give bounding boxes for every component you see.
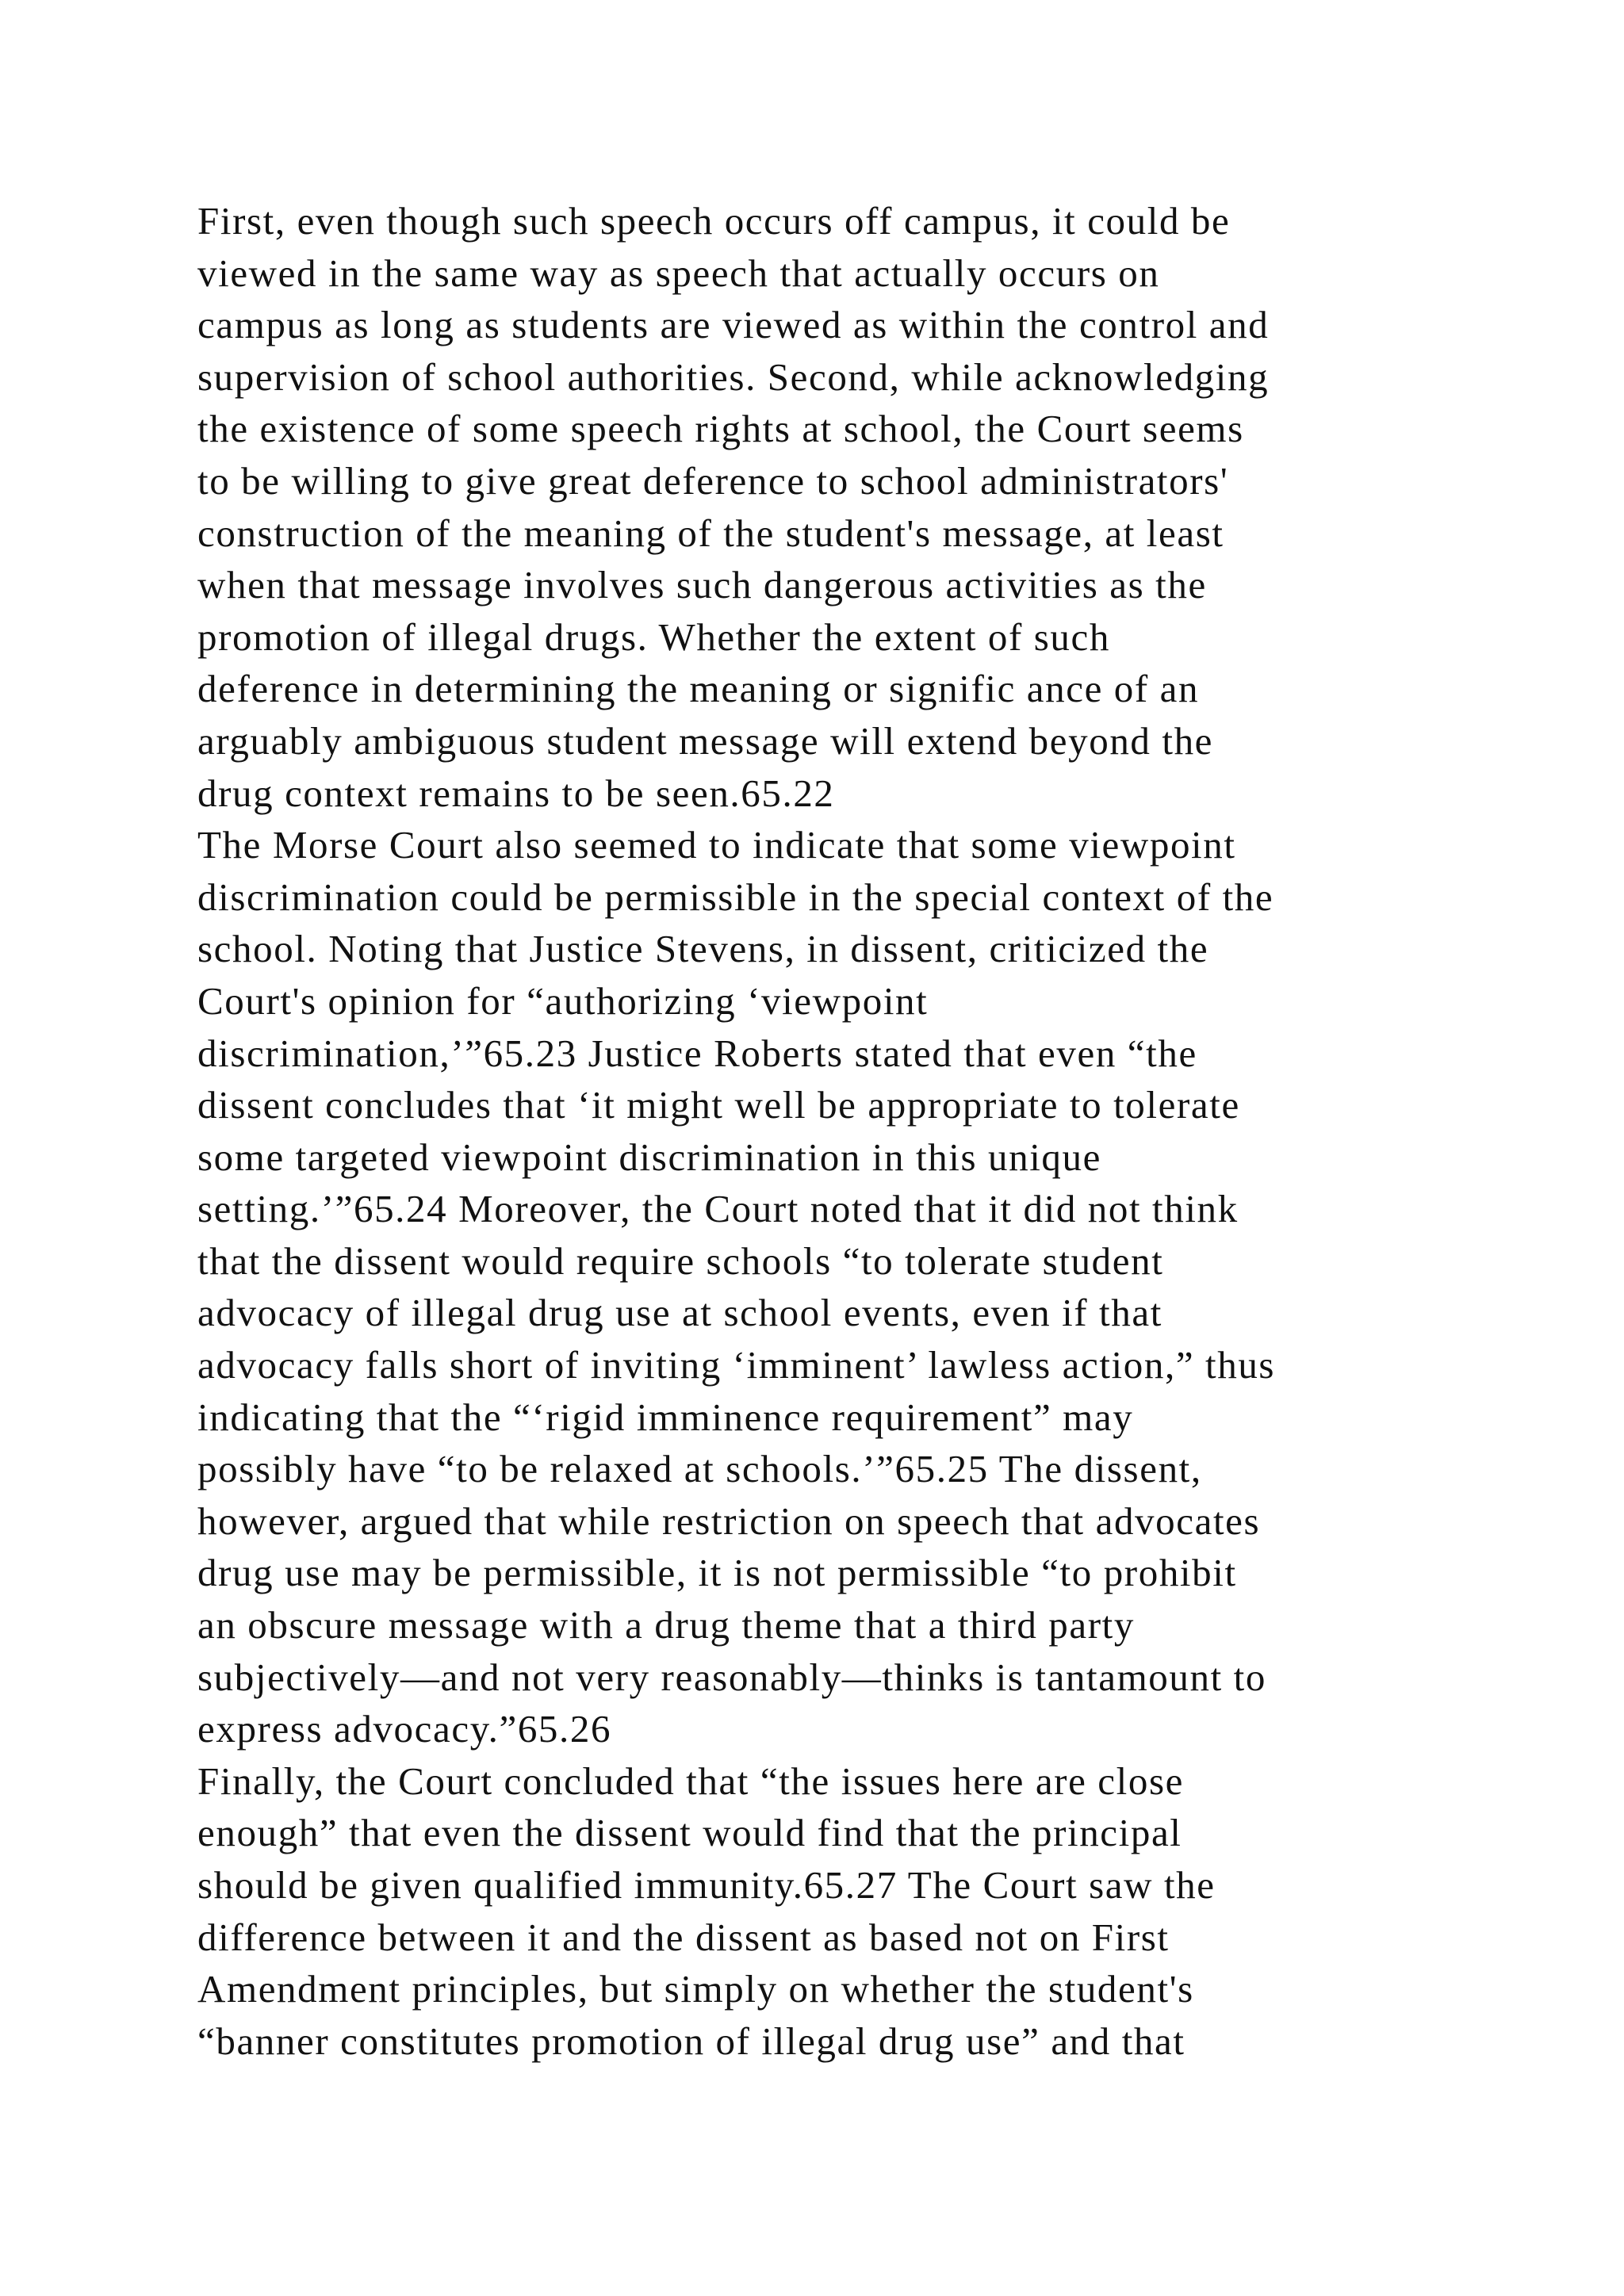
text-line: deference in determining the meaning or signific ance of an — [197, 667, 1200, 711]
text-line: discrimination,’”65.23 Justice Roberts stated that even “the — [197, 1031, 1197, 1075]
text-line: an obscure message with a drug theme that a third party — [197, 1603, 1135, 1647]
text-line: advocacy falls short of inviting ‘imminent’ lawless action,” thus — [197, 1343, 1276, 1387]
text-line: Finally, the Court concluded that “the issues here are close — [197, 1758, 1184, 1803]
text-line: arguably ambiguous student message will extend beyond the — [197, 718, 1214, 763]
text-line: enough” that even the dissent would find that the principal — [197, 1811, 1182, 1855]
text-line: First, even though such speech occurs off campus, it could be — [197, 199, 1231, 243]
text-line: that the dissent would require schools “to tolerate student — [197, 1238, 1164, 1283]
text-line: dissent concludes that ‘it might well be appropriate to tolerate — [197, 1083, 1240, 1127]
text-line: Amendment principles, but simply on whether the student's — [197, 1967, 1194, 2011]
text-line: drug use may be permissible, it is not permissible “to prohibit — [197, 1551, 1237, 1595]
text-line: advocacy of illegal drug use at school events, even if that — [197, 1291, 1162, 1335]
text-line: discrimination could be permissible in the special context of the — [197, 874, 1274, 919]
text-line: construction of the meaning of the student's message, at least — [197, 511, 1224, 555]
text-line: to be willing to give great deference to school administrators' — [197, 458, 1229, 503]
text-line: campus as long as students are viewed as within the control and — [197, 303, 1270, 347]
text-line: The Morse Court also seemed to indicate that some viewpoint — [197, 823, 1236, 867]
text-line: possibly have “to be relaxed at schools.’”65.25 The dissent, — [197, 1447, 1202, 1491]
text-line: school. Noting that Justice Stevens, in dissent, criticized the — [197, 927, 1209, 971]
text-line: difference between it and the dissent as based not on First — [197, 1915, 1170, 1959]
text-line: the existence of some speech rights at school, the Court seems — [197, 407, 1244, 451]
text-line: supervision of school authorities. Second, while acknowledging — [197, 354, 1270, 399]
text-line: however, argued that while restriction on speech that advocates — [197, 1498, 1261, 1543]
text-line: “banner constitutes promotion of illegal drug use” and that — [197, 2019, 1185, 2063]
text-line: promotion of illegal drugs. Whether the extent of such — [197, 614, 1110, 659]
text-line: indicating that the “‘rigid imminence requirement” may — [197, 1395, 1134, 1439]
text-line: viewed in the same way as speech that actually occurs on — [197, 251, 1160, 295]
body-text — [197, 195, 1561, 2067]
text-line: express advocacy.”65.26 — [197, 1707, 612, 1751]
text-line: setting.’”65.24 Moreover, the Court noted that it did not think — [197, 1187, 1239, 1231]
text-line: some targeted viewpoint discrimination in this unique — [197, 1135, 1101, 1179]
text-line: when that message involves such dangerous activities as the — [197, 563, 1207, 607]
text-line: drug context remains to be seen.65.22 — [197, 771, 835, 815]
text-line: should be given qualified immunity.65.27 The Court saw the — [197, 1863, 1216, 1907]
text-line: Court's opinion for “authorizing ‘viewpoint — [197, 978, 929, 1023]
text-line: subjectively—and not very reasonably—thinks is tantamount to — [197, 1655, 1266, 1699]
